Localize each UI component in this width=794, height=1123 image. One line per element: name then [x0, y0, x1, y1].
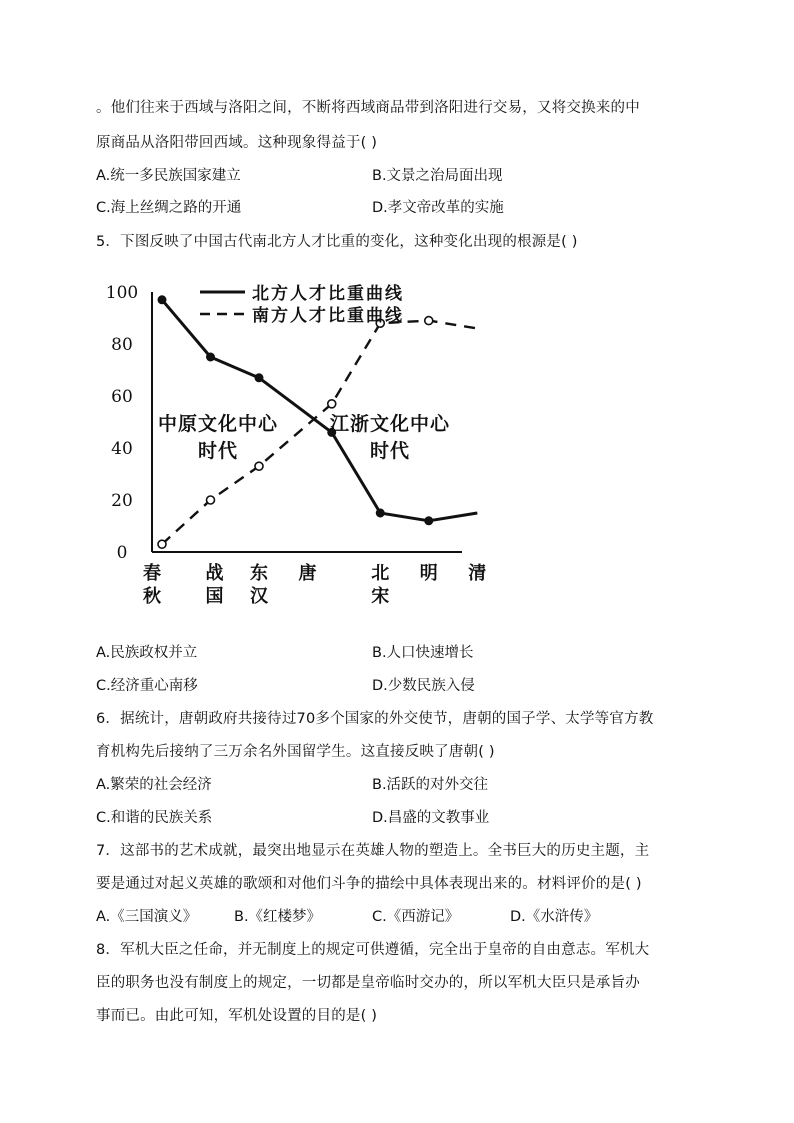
q6-stem-line1: 6．据统计，唐朝政府共接待过70多个国家的外交使节，唐朝的国子学、太学等官方教: [96, 711, 654, 727]
q4-stem-line2: 原商品从洛阳带回西域。这种现象得益于( ): [96, 135, 378, 151]
q6-option-b[interactable]: B.活跃的对外交往: [372, 777, 489, 793]
y-tick-label: 0: [116, 543, 128, 563]
south-data-point: [328, 400, 336, 408]
annotation-label: 江浙文化中心: [329, 413, 451, 435]
x-tick-label: 春: [143, 563, 161, 584]
q8-stem-line2: 臣的职务也没有制度上的规定，一切都是皇帝临时交办的，所以军机大臣只是承旨办: [96, 975, 640, 991]
north-series-line: [162, 300, 477, 521]
q5-option-a[interactable]: A.民族政权并立: [96, 645, 198, 661]
north-data-point: [425, 517, 433, 525]
q5-option-d[interactable]: D.少数民族入侵: [372, 678, 475, 694]
south-data-point: [425, 317, 433, 325]
north-data-point: [255, 374, 263, 382]
x-tick-label: 清: [468, 563, 487, 584]
x-tick-label: 明: [419, 563, 438, 584]
x-tick-label: 国: [205, 586, 224, 607]
south-data-point: [158, 540, 166, 548]
q6-option-a[interactable]: A.繁荣的社会经济: [96, 777, 212, 793]
q5-option-b[interactable]: B.人口快速增长: [372, 645, 474, 661]
annotation-label: 时代: [369, 440, 411, 462]
talent-ratio-chart: [100, 262, 487, 612]
x-tick-label: 秋: [143, 586, 161, 607]
q4-option-c[interactable]: C.海上丝绸之路的开通: [96, 200, 242, 216]
x-tick-label: 汉: [250, 586, 268, 607]
q4-option-b[interactable]: B.文景之治局面出现: [372, 168, 503, 184]
north-data-point: [207, 353, 215, 361]
y-tick-label: 20: [111, 491, 133, 511]
annotation-label: 中原文化中心: [157, 413, 279, 435]
q6-option-d[interactable]: D.昌盛的文教事业: [372, 810, 490, 826]
y-tick-label: 80: [111, 335, 133, 355]
q5-stem: 5．下图反映了中国古代南北方人才比重的变化，这种变化出现的根源是( ): [96, 234, 578, 250]
q4-option-d[interactable]: D.孝文帝改革的实施: [372, 200, 504, 216]
y-tick-label: 60: [111, 387, 133, 407]
north-data-point: [158, 296, 166, 304]
y-tick-label: 100: [105, 283, 139, 303]
north-data-point: [376, 509, 384, 517]
q8-stem-line1: 8．军机大臣之任命，并无制度上的规定可供遵循，完全出于皇帝的自由意志。军机大: [96, 942, 650, 958]
q5-option-c[interactable]: C.经济重心南移: [96, 678, 198, 694]
y-tick-label: 40: [111, 439, 133, 459]
q4-option-a[interactable]: A.统一多民族国家建立: [96, 168, 241, 184]
q6-stem-line2: 育机构先后接纳了三万余名外国留学生。这直接反映了唐朝( ): [96, 744, 495, 760]
south-data-point: [207, 496, 215, 504]
q7-option-d[interactable]: D.《水浒传》: [510, 909, 599, 925]
q7-stem-line2: 要是通过对起义英雄的歌颂和对他们斗争的描绘中具体表现出来的。材料评价的是( ): [96, 876, 642, 892]
x-tick-label: 宋: [371, 586, 390, 607]
legend-label: 北方人才比重曲线: [252, 284, 404, 304]
talent-ratio-chart-svg: [100, 262, 487, 612]
q4-stem-line1: 。他们往来于西域与洛阳之间，不断将西域商品带到洛阳进行交易，又将交换来的中: [96, 100, 640, 116]
x-tick-label: 北: [371, 563, 390, 584]
x-tick-label: 战: [205, 563, 224, 584]
x-tick-label: 唐: [298, 563, 317, 584]
q6-option-c[interactable]: C.和谐的民族关系: [96, 810, 213, 826]
q8-stem-line3: 事而已。由此可知，军机处设置的目的是( ): [96, 1008, 378, 1024]
q7-option-c[interactable]: C.《西游记》: [372, 909, 460, 925]
q7-stem-line1: 7．这部书的艺术成就，最突出地显示在英雄人物的塑造上。全书巨大的历史主题，主: [96, 843, 650, 859]
annotation-label: 时代: [197, 440, 239, 462]
q7-option-b[interactable]: B.《红楼梦》: [234, 909, 322, 925]
legend-label: 南方人才比重曲线: [252, 306, 404, 326]
q7-option-a[interactable]: A.《三国演义》: [96, 909, 198, 925]
x-tick-label: 东: [250, 563, 268, 584]
south-data-point: [255, 462, 263, 470]
